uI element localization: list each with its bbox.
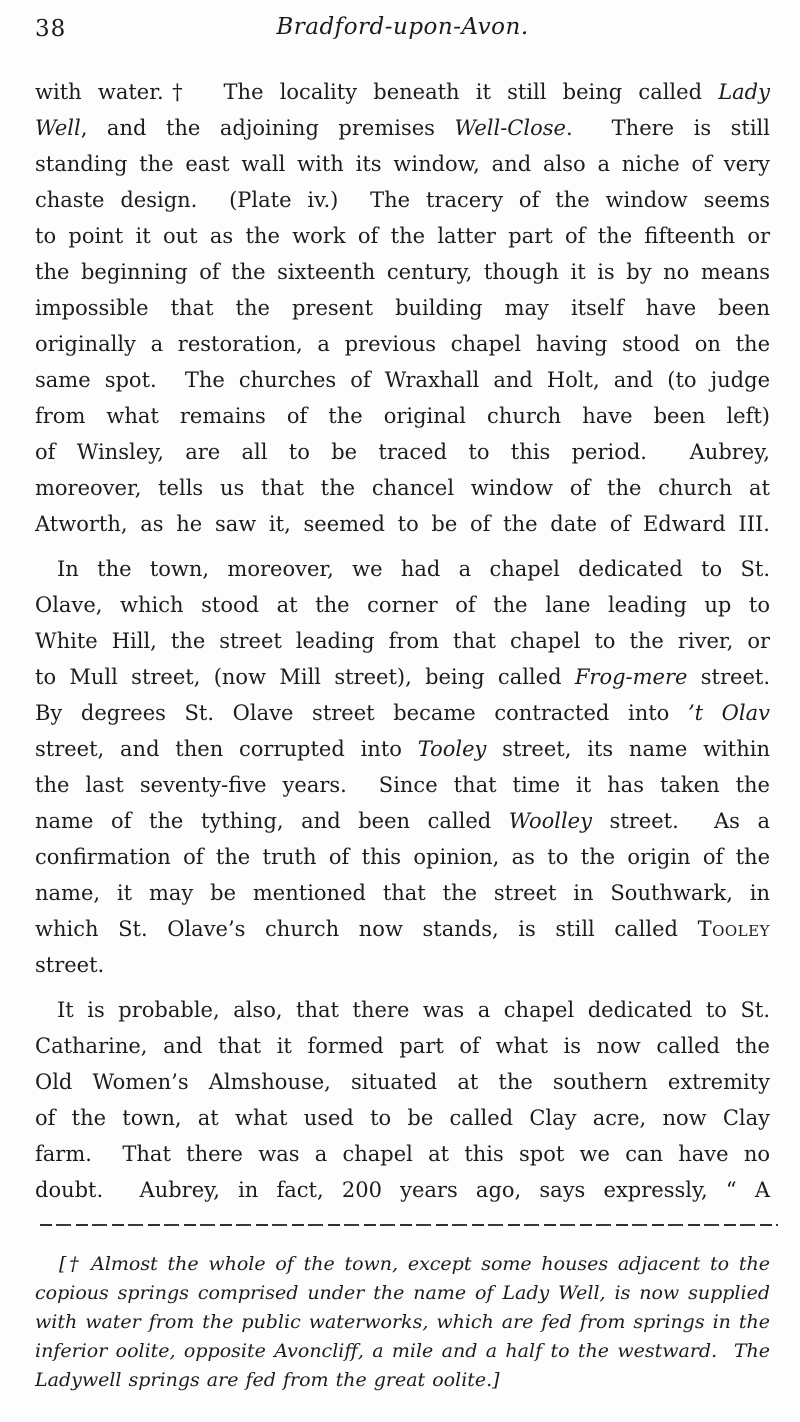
text-segment: originally a restoration, a previous chapel having stood on the [35,332,770,356]
text-segment: moreover, tells us that the chancel window of the church at [35,476,770,500]
text-segment: which St. Olave’s church now stands, is still called [35,917,698,941]
text-line [35,695,770,731]
text-segment: In the town, moreover, we had a chapel dedicated to St. [57,557,770,581]
text-segment: It is probable, also, that there was a chapel dedicated to St. [57,998,770,1022]
text-line [35,839,770,875]
text-segment: chaste design. (Plate iv.) The tracery of the window seems [35,188,770,212]
text-segment: confirmation of the truth of this opinion, as to the origin of the [35,845,770,869]
text-segment: street. [687,665,770,689]
text-line [35,1172,770,1208]
footnote-rule [40,1224,778,1226]
italic-text: Woolley [508,809,592,833]
text-segment: Old Women’s Almshouse, situated at the southern extremity [35,1070,770,1094]
text-segment: impossible that the present building may itself have been [35,296,770,320]
running-title: Bradford-upon-Avon. [276,14,529,40]
text-segment: inferior oolite, opposite Avoncliff, a mile and a half to the westward. The [35,1340,770,1362]
body-text [35,74,770,1208]
text-line [35,1250,770,1279]
text-line [35,551,770,587]
text-line [35,1100,770,1136]
paragraph [35,551,770,983]
text-line [35,254,770,290]
text-line [35,326,770,362]
text-line [35,1337,770,1366]
text-segment: standing the east wall with its window, and also a niche of very [35,152,770,176]
text-segment: the beginning of the sixteenth century, though it is by no means [35,260,770,284]
text-segment: farm. That there was a chapel at this spot we can have no [35,1142,770,1166]
text-segment: with water.† The locality beneath it still being called [35,80,719,104]
text-line [35,506,770,542]
text-segment: street, and then corrupted into [35,737,418,761]
text-line [35,587,770,623]
text-line [35,623,770,659]
italic-text: Well-Close [454,116,566,140]
text-segment: to point it out as the work of the latter part of the fifteenth or [35,224,770,248]
italic-text: Well [35,116,81,140]
footnote [35,1250,770,1395]
text-line [35,767,770,803]
text-line [35,803,770,839]
text-segment: same spot. The churches of Wraxhall and Holt, and (to judge [35,368,770,392]
text-line [35,182,770,218]
text-line [35,1279,770,1308]
text-line [35,110,770,146]
text-segment: doubt. Aubrey, in fact, 200 years ago, says expressly, “ A [35,1178,770,1202]
text-segment: Catharine, and that it formed part of what is now called the [35,1034,770,1058]
paragraph [35,992,770,1208]
text-segment: street. [35,953,105,977]
text-line [35,398,770,434]
text-segment: By degrees St. Olave street became contracted into [35,701,688,725]
text-line [35,731,770,767]
text-segment: [† Almost the whole of the town, except some houses adjacent to the [59,1253,770,1275]
text-line [35,146,770,182]
text-segment: Ladywell springs are fed from the great oolite.] [35,1369,500,1391]
italic-text: ’t Olav [687,701,770,725]
text-line [35,1366,770,1395]
text-segment: street, its name within [486,737,771,761]
italic-text: Frog-mere [574,665,688,689]
text-line [35,1136,770,1172]
text-segment: , and the adjoining premises [80,116,455,140]
text-segment: Olave, which stood at the corner of the lane leading up to [35,593,770,617]
text-segment: to Mull street, (now Mill street), being called [35,665,575,689]
text-line [35,1028,770,1064]
text-line [35,74,770,110]
text-segment: name of the tything, and been called [35,809,509,833]
page-header [35,14,770,48]
text-line [35,434,770,470]
text-line [35,362,770,398]
text-segment: with water from the public waterworks, which are fed from springs in the [35,1311,770,1333]
italic-text: Lady [718,80,770,104]
text-segment: White Hill, the street leading from that chapel to the river, or [35,629,770,653]
text-line [35,470,770,506]
italic-text: Tooley [417,737,487,761]
text-line [35,875,770,911]
page-number: 38 [35,16,67,42]
paragraph [35,74,770,542]
text-line [35,290,770,326]
text-segment: Atworth, as he saw it, seemed to be of the date of Edward III. [35,512,770,536]
text-segment: the last seventy-five years. Since that time it has taken the [35,773,770,797]
text-segment: name, it may be mentioned that the street in Southwark, in [35,881,770,905]
text-line [35,218,770,254]
text-line [35,659,770,695]
text-line [35,992,770,1028]
text-segment: street. As a [591,809,770,833]
text-segment: . There is still [565,116,770,140]
text-line [35,911,770,947]
text-line [35,947,770,983]
smallcaps-text: Tooley [697,917,770,941]
text-segment: of the town, at what used to be called Clay acre, now Clay [35,1106,770,1130]
text-segment: copious springs comprised under the name of Lady Well, is now supplied [35,1282,770,1304]
text-segment: from what remains of the original church have been left) [35,404,770,428]
text-segment: of Winsley, are all to be traced to this period. Aubrey, [35,440,770,464]
text-line [35,1308,770,1337]
text-line [35,1064,770,1100]
